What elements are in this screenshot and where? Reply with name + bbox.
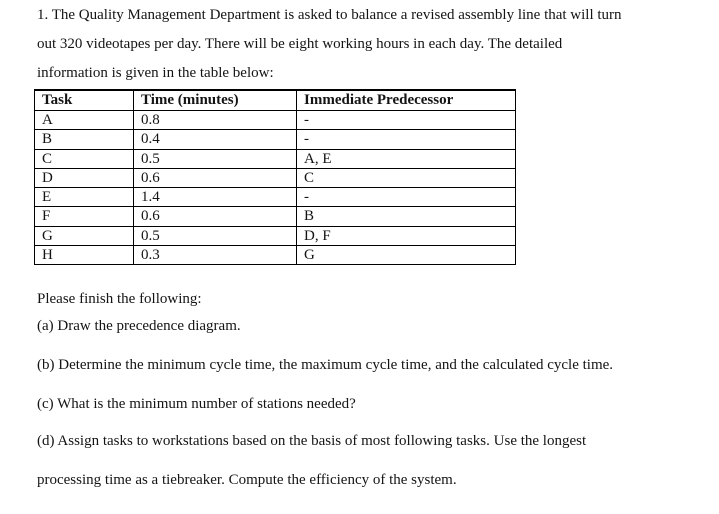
problem-statement-line-2: out 320 videotapes per day. There will be eight working hours in each day. The detailed [37,36,563,52]
table-cell-predecessor: - [297,130,516,149]
problem-statement-line-3: information is given in the table below: [37,65,274,81]
table-cell-task: F [35,207,134,226]
table-cell-time: 0.8 [134,111,297,130]
table-cell-predecessor: - [297,111,516,130]
table-cell-predecessor: C [297,168,516,187]
table-header-row [35,90,516,111]
question-a: (a) Draw the precedence diagram. [37,318,241,334]
task-table-header [35,90,516,111]
table-cell-time: 0.4 [134,130,297,149]
table-cell-task: E [35,188,134,207]
table-cell-time: 0.5 [134,226,297,245]
question-b: (b) Determine the minimum cycle time, the maximum cycle time, and the calculated cycle time. [37,357,614,373]
question-c: (c) What is the minimum number of stations needed? [37,396,356,412]
column-header-task: Task [35,90,134,111]
questions-lead: Please finish the following: [37,291,202,307]
table-cell-predecessor: A, E [297,149,516,168]
table-row [35,226,516,245]
table-cell-predecessor: B [297,207,516,226]
table-row [35,246,516,265]
table-row [35,168,516,187]
table-cell-time: 1.4 [134,188,297,207]
table-cell-task: H [35,246,134,265]
table-cell-predecessor: G [297,246,516,265]
question-d-line-1: (d) Assign tasks to workstations based on the basis of most following tasks. Use the longest [37,433,587,449]
table-row [35,207,516,226]
table-cell-time: 0.6 [134,207,297,226]
column-header-immediate-predecessor: Immediate Predecessor [297,90,516,111]
table-cell-task: G [35,226,134,245]
table-row [35,130,516,149]
problem-statement-line-1: 1. The Quality Management Department is asked to balance a revised assembly line that will turn [37,7,622,23]
task-table-body [35,111,516,265]
table-cell-time: 0.3 [134,246,297,265]
table-cell-time: 0.6 [134,168,297,187]
table-row [35,188,516,207]
column-header-time: Time (minutes) [134,90,297,111]
question-d-line-2: processing time as a tiebreaker. Compute the efficiency of the system. [37,472,457,488]
table-cell-task: C [35,149,134,168]
table-row [35,111,516,130]
table-cell-time: 0.5 [134,149,297,168]
table-cell-task: A [35,111,134,130]
table-cell-predecessor: D, F [297,226,516,245]
table-cell-task: D [35,168,134,187]
table-cell-task: B [35,130,134,149]
task-table [34,89,516,265]
table-cell-predecessor: - [297,188,516,207]
table-row [35,149,516,168]
